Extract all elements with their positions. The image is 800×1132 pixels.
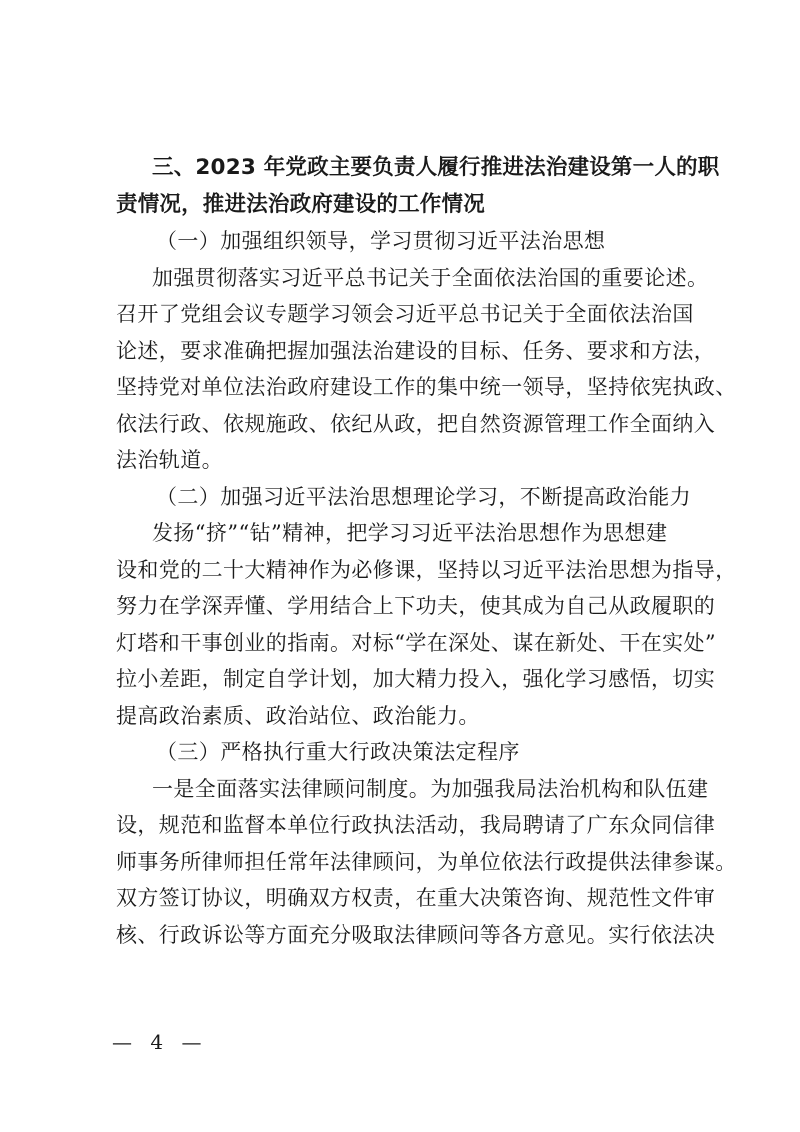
subsection-heading: （三）严格执行重大行政决策法定程序 xyxy=(156,740,520,764)
paragraph-line: 灯塔和干事创业的指南。对标“学在深处、谋在新处、干在实处” xyxy=(116,630,717,655)
subsection-heading: （一）加强组织领导，学习贯彻习近平法治思想 xyxy=(156,229,606,253)
paragraph-line: 依法行政、依规施政、依纪从政，把自然资源管理工作全面纳入 xyxy=(116,411,716,436)
paragraph-line: 设和党的二十大精神作为必修课，坚持以习近平法治思想为指导， xyxy=(116,557,737,582)
paragraph-line: 发扬“挤”“钻”精神，把学习习近平法治思想作为思想建 xyxy=(152,521,668,545)
paragraph-line: 加强贯彻落实习近平总书记关于全面依法治国的重要论述。 xyxy=(152,265,709,290)
paragraph-line: 提高政治素质、政治站位、政治能力。 xyxy=(116,703,480,728)
page-number: — 4 — xyxy=(112,1030,208,1054)
paragraph-line: 拉小差距，制定自学计划，加大精力投入，强化学习感悟，切实 xyxy=(116,667,716,691)
paragraph-line: 核、行政诉讼等方面充分吸取法律顾问等各方意见。实行依法决 xyxy=(116,922,716,947)
paragraph-line: 双方签订协议，明确双方权责，在重大决策咨询、规范性文件审 xyxy=(116,886,716,910)
paragraph-line: 法治轨道。 xyxy=(116,448,223,472)
paragraph-line: 坚持党对单位法治政府建设工作的集中统一领导，坚持依宪执政、 xyxy=(116,375,737,399)
paragraph-line: 师事务所律师担任常年法律顾问，为单位依法行政提供法律参谋。 xyxy=(116,849,737,874)
document-body xyxy=(116,150,737,953)
subsection-heading: （二）加强习近平法治思想理论学习，不断提高政治能力 xyxy=(156,484,691,509)
section-heading-continued: 责情况，推进法治政府建设的工作情况 xyxy=(116,191,485,217)
paragraph-line: 一是全面落实法律顾问制度。为加强我局法治机构和队伍建 xyxy=(152,776,709,801)
paragraph-line: 设，规范和监督本单位行政执法活动，我局聘请了广东众同信律 xyxy=(116,813,716,837)
paragraph-line: 论述，要求准确把握加强法治建设的目标、任务、要求和方法， xyxy=(116,338,716,363)
section-heading: 三、2023 年党政主要负责人履行推进法治建设第一人的职 xyxy=(152,155,720,180)
paragraph-line: 努力在学深弄懂、学用结合上下功夫，使其成为自己从政履职的 xyxy=(116,594,716,618)
paragraph-line: 召开了党组会议专题学习领会习近平总书记关于全面依法治国 xyxy=(116,302,694,326)
